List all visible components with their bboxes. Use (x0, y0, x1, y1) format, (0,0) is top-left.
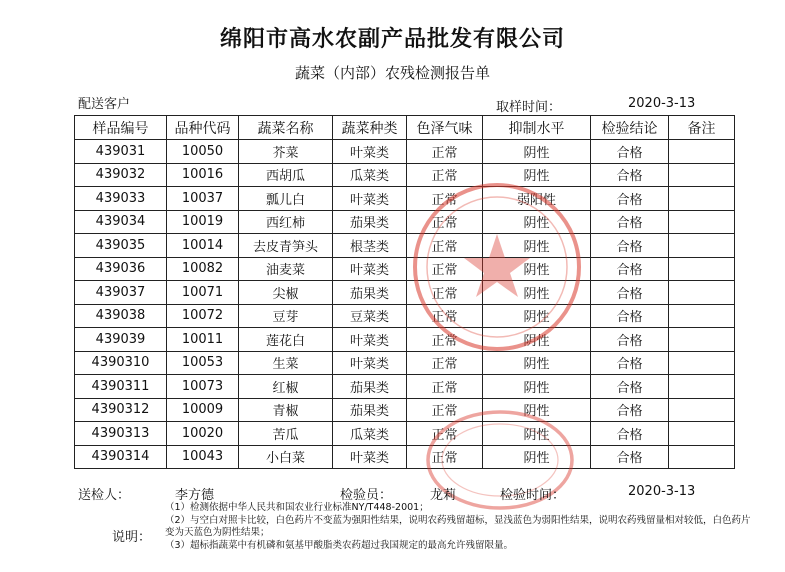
table-body (75, 140, 735, 469)
conclusion-cell: 合格 (591, 187, 669, 211)
inhibition-level-cell: 阴性 (483, 163, 591, 187)
company-title: 绵阳市高水农副产品批发有限公司 (219, 27, 565, 52)
vegetable-type-cell: 茄果类 (333, 210, 407, 234)
sample-id-cell: 439035 (75, 234, 167, 258)
color-odor-cell: 正常 (407, 140, 483, 164)
vegetable-name-cell: 油麦菜 (239, 257, 333, 281)
inhibition-level-cell: 阴性 (483, 304, 591, 328)
variety-code-cell: 10014 (167, 234, 239, 258)
inhibition-level-cell: 弱阳性 (483, 187, 591, 211)
color-odor-cell: 正常 (407, 257, 483, 281)
vegetable-type-cell: 茄果类 (333, 398, 407, 422)
color-odor-cell: 正常 (407, 375, 483, 399)
vegetable-type-cell: 叶菜类 (333, 445, 407, 469)
remark-cell (669, 398, 735, 422)
inhibition-level-cell: 阴性 (483, 281, 591, 305)
remark-cell (669, 351, 735, 375)
notes-label: 说明： (112, 530, 152, 545)
remark-cell (669, 210, 735, 234)
note-line: （1）检测依据中华人民共和国农业行业标准NY/T448-2001； (165, 502, 429, 513)
conclusion-cell: 合格 (591, 163, 669, 187)
variety-code-cell: 10072 (167, 304, 239, 328)
table-row (75, 187, 735, 211)
conclusion-cell: 合格 (591, 445, 669, 469)
sender-name: 李方德 (175, 488, 215, 503)
inhibition-level-cell: 阴性 (483, 140, 591, 164)
inhibition-level-cell: 阴性 (483, 210, 591, 234)
table-header-row (75, 116, 735, 140)
note-line: （2）与空白对照卡比较，白色药片不变蓝为强阳性结果，说明农药残留超标，显浅蓝色为弱阳性结果，说明农药残留量相对较低，白色药片变为天蓝色为阴性结果； (165, 514, 751, 538)
vegetable-type-cell: 叶菜类 (333, 328, 407, 352)
table-row (75, 234, 735, 258)
remark-cell (669, 163, 735, 187)
remark-cell (669, 257, 735, 281)
table-row (75, 375, 735, 399)
sample-id-cell: 4390311 (75, 375, 167, 399)
notes-block (165, 502, 755, 552)
remark-cell (669, 140, 735, 164)
color-odor-cell: 正常 (407, 187, 483, 211)
vegetable-name-cell: 豆芽 (239, 304, 333, 328)
sample-id-cell: 4390313 (75, 422, 167, 446)
color-odor-cell: 正常 (407, 281, 483, 305)
sample-time-value: 2020-3-13 (628, 96, 696, 111)
variety-code-cell: 10050 (167, 140, 239, 164)
sample-id-cell: 439032 (75, 163, 167, 187)
table-row (75, 422, 735, 446)
vegetable-type-cell: 茄果类 (333, 281, 407, 305)
inhibition-level-cell: 阴性 (483, 351, 591, 375)
inspection-table (74, 115, 735, 469)
table-row (75, 328, 735, 352)
column-header: 蔬菜种类 (333, 116, 407, 140)
vegetable-type-cell: 根茎类 (333, 234, 407, 258)
sample-id-cell: 4390310 (75, 351, 167, 375)
vegetable-type-cell: 叶菜类 (333, 257, 407, 281)
variety-code-cell: 10073 (167, 375, 239, 399)
color-odor-cell: 正常 (407, 210, 483, 234)
vegetable-type-cell: 叶菜类 (333, 351, 407, 375)
color-odor-cell: 正常 (407, 422, 483, 446)
vegetable-name-cell: 小白菜 (239, 445, 333, 469)
remark-cell (669, 187, 735, 211)
customer-label: 配送客户 (78, 97, 131, 112)
color-odor-cell: 正常 (407, 445, 483, 469)
variety-code-cell: 10019 (167, 210, 239, 234)
variety-code-cell: 10053 (167, 351, 239, 375)
vegetable-name-cell: 莲花白 (239, 328, 333, 352)
column-header: 备注 (669, 116, 735, 140)
conclusion-cell: 合格 (591, 304, 669, 328)
conclusion-cell: 合格 (591, 375, 669, 399)
column-header: 品种代码 (167, 116, 239, 140)
remark-cell (669, 445, 735, 469)
table-row (75, 351, 735, 375)
sample-id-cell: 439031 (75, 140, 167, 164)
conclusion-cell: 合格 (591, 328, 669, 352)
variety-code-cell: 10043 (167, 445, 239, 469)
sample-id-cell: 439038 (75, 304, 167, 328)
conclusion-cell: 合格 (591, 140, 669, 164)
color-odor-cell: 正常 (407, 163, 483, 187)
remark-cell (669, 375, 735, 399)
color-odor-cell: 正常 (407, 351, 483, 375)
vegetable-name-cell: 生菜 (239, 351, 333, 375)
inspect-time-label: 检验时间： (500, 488, 566, 503)
table-row (75, 281, 735, 305)
sender-label: 送检人： (78, 488, 131, 503)
variety-code-cell: 10037 (167, 187, 239, 211)
variety-code-cell: 10009 (167, 398, 239, 422)
vegetable-type-cell: 瓜菜类 (333, 163, 407, 187)
table-row (75, 210, 735, 234)
conclusion-cell: 合格 (591, 257, 669, 281)
remark-cell (669, 328, 735, 352)
conclusion-cell: 合格 (591, 281, 669, 305)
variety-code-cell: 10071 (167, 281, 239, 305)
inspector-name: 龙莉 (430, 488, 457, 503)
vegetable-name-cell: 青椒 (239, 398, 333, 422)
conclusion-cell: 合格 (591, 210, 669, 234)
vegetable-name-cell: 尖椒 (239, 281, 333, 305)
vegetable-type-cell: 叶菜类 (333, 187, 407, 211)
table-row (75, 304, 735, 328)
vegetable-type-cell: 瓜菜类 (333, 422, 407, 446)
color-odor-cell: 正常 (407, 304, 483, 328)
inhibition-level-cell: 阴性 (483, 398, 591, 422)
note-line: （3）超标指蔬菜中有机磷和氨基甲酸脂类农药超过我国规定的最高允许残留限量。 (165, 539, 514, 551)
table-row (75, 140, 735, 164)
table-row (75, 257, 735, 281)
column-header: 色泽气味 (407, 116, 483, 140)
table-row (75, 398, 735, 422)
sample-id-cell: 439039 (75, 328, 167, 352)
color-odor-cell: 正常 (407, 398, 483, 422)
vegetable-name-cell: 去皮青笋头 (239, 234, 333, 258)
sample-time-label: 取样时间： (496, 100, 562, 115)
remark-cell (669, 422, 735, 446)
vegetable-type-cell: 茄果类 (333, 375, 407, 399)
report-title: 蔬菜（内部）农残检测报告单 (294, 64, 490, 82)
sample-id-cell: 439036 (75, 257, 167, 281)
inhibition-level-cell: 阴性 (483, 422, 591, 446)
sample-id-cell: 439033 (75, 187, 167, 211)
vegetable-name-cell: 西胡瓜 (239, 163, 333, 187)
inhibition-level-cell: 阴性 (483, 234, 591, 258)
column-header: 检验结论 (591, 116, 669, 140)
vegetable-name-cell: 红椒 (239, 375, 333, 399)
remark-cell (669, 234, 735, 258)
inhibition-level-cell: 阴性 (483, 375, 591, 399)
vegetable-name-cell: 瓢儿白 (239, 187, 333, 211)
conclusion-cell: 合格 (591, 351, 669, 375)
variety-code-cell: 10082 (167, 257, 239, 281)
conclusion-cell: 合格 (591, 234, 669, 258)
remark-cell (669, 281, 735, 305)
vegetable-name-cell: 苦瓜 (239, 422, 333, 446)
sample-id-cell: 439034 (75, 210, 167, 234)
variety-code-cell: 10016 (167, 163, 239, 187)
color-odor-cell: 正常 (407, 234, 483, 258)
inspector-label: 检验员： (340, 488, 393, 503)
column-header: 抑制水平 (483, 116, 591, 140)
sample-id-cell: 4390312 (75, 398, 167, 422)
column-header: 蔬菜名称 (239, 116, 333, 140)
table-row (75, 163, 735, 187)
vegetable-name-cell: 西红柿 (239, 210, 333, 234)
variety-code-cell: 10011 (167, 328, 239, 352)
vegetable-name-cell: 芥菜 (239, 140, 333, 164)
inhibition-level-cell: 阴性 (483, 328, 591, 352)
color-odor-cell: 正常 (407, 328, 483, 352)
vegetable-type-cell: 豆菜类 (333, 304, 407, 328)
sample-id-cell: 439037 (75, 281, 167, 305)
inhibition-level-cell: 阴性 (483, 445, 591, 469)
column-header: 样品编号 (75, 116, 167, 140)
conclusion-cell: 合格 (591, 398, 669, 422)
table-row (75, 445, 735, 469)
sample-id-cell: 4390314 (75, 445, 167, 469)
inhibition-level-cell: 阴性 (483, 257, 591, 281)
variety-code-cell: 10020 (167, 422, 239, 446)
conclusion-cell: 合格 (591, 422, 669, 446)
vegetable-type-cell: 叶菜类 (333, 140, 407, 164)
remark-cell (669, 304, 735, 328)
inspect-time-value: 2020-3-13 (628, 484, 696, 499)
